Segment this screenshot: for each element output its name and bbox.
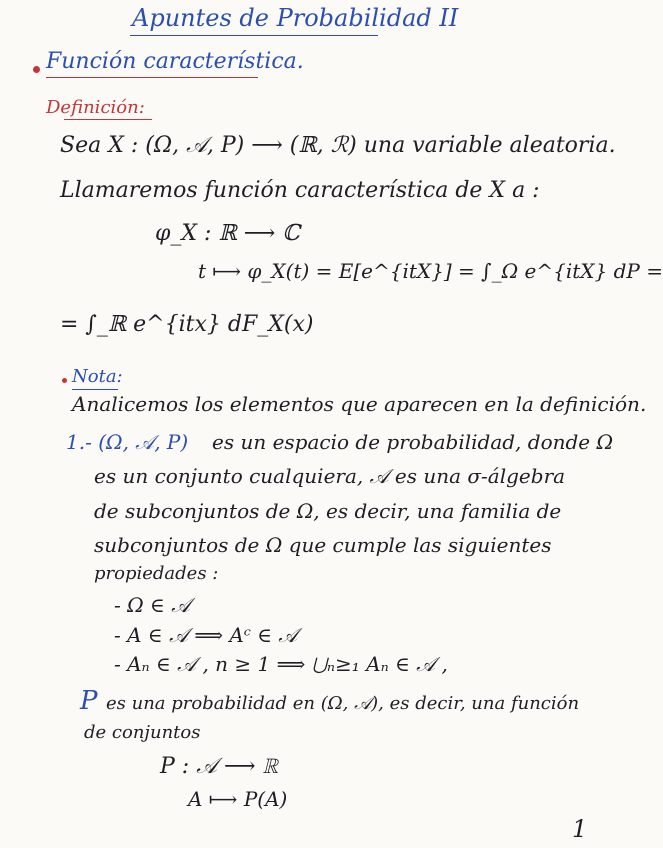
note-bullet-icon: [62, 378, 67, 383]
page-title: Apuntes de Probabilidad II: [132, 4, 459, 32]
probability-line-2: de conjuntos: [84, 722, 201, 743]
definition-line-5: = ∫_ℝ e^{itx} dF_X(x): [60, 312, 314, 337]
note-line-4: de subconjuntos de Ω, es decir, una familia de: [94, 499, 562, 523]
definition-line-2: Llamaremos función característica de X a :: [60, 178, 540, 203]
note-item-1-label: 1.- (Ω, 𝒜, P): [66, 430, 189, 454]
probability-symbol: P: [80, 686, 98, 716]
section-underline: [46, 77, 258, 78]
note-line-6: propiedades :: [94, 563, 219, 584]
section-bullet-icon: [33, 66, 40, 73]
note-line-5: subconjuntos de Ω que cumple las siguientes: [94, 533, 552, 557]
definition-heading: Definición:: [46, 97, 145, 118]
definition-line-1: Sea X : (Ω, 𝒜, P) ⟶ (ℝ, ℛ) una variable aleatoria.: [60, 133, 616, 158]
note-line-3: es un conjunto cualquiera, 𝒜 es una σ-álgebra: [94, 464, 566, 488]
page-number: 1: [572, 815, 588, 843]
probability-map-2: A ⟼ P(A): [188, 787, 288, 811]
probability-map-1: P : 𝒜 ⟶ ℝ: [160, 754, 279, 779]
note-heading: Nota:: [72, 366, 123, 387]
definition-line-3: φ_X : ℝ ⟶ ℂ: [155, 221, 300, 246]
note-line-1: Analicemos los elementos que aparecen en la definición.: [72, 392, 647, 416]
property-3: - Aₙ ∈ 𝒜 , n ≥ 1 ⟹ ⋃ₙ≥₁ Aₙ ∈ 𝒜 ,: [114, 652, 448, 676]
definition-underline: [64, 119, 152, 120]
note-line-2: es un espacio de probabilidad, donde Ω: [212, 430, 614, 454]
property-1: - Ω ∈ 𝒜: [114, 593, 191, 617]
property-2: - A ∈ 𝒜 ⟹ Aᶜ ∈ 𝒜: [114, 623, 298, 647]
definition-line-4: t ⟼ φ_X(t) = E[e^{itX}] = ∫_Ω e^{itX} dP =: [198, 259, 663, 283]
note-underline: [72, 389, 118, 390]
probability-line-1: es una probabilidad en (Ω, 𝒜), es decir, una función: [106, 693, 580, 714]
title-underline: [130, 35, 378, 36]
section-heading: Función característica.: [46, 49, 304, 74]
